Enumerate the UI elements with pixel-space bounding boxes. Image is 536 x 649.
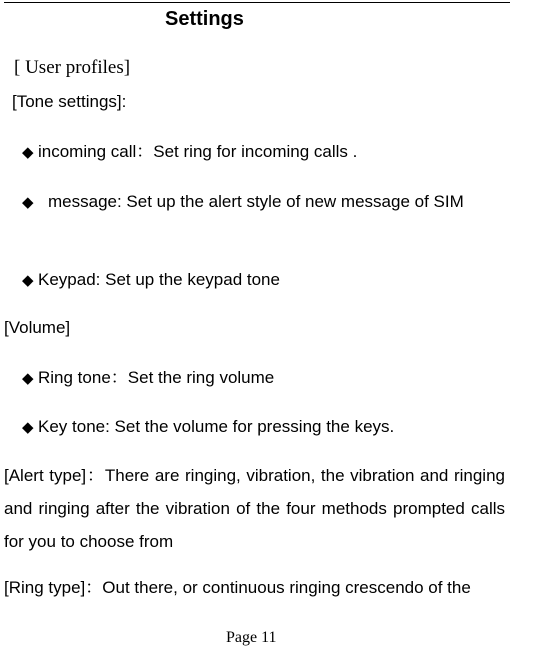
diamond-bullet-icon: ◆ <box>22 144 34 161</box>
bullet-item-keypad <box>22 270 280 291</box>
volume-title: [Volume] <box>4 318 71 337</box>
bullet-item-key-tone <box>22 417 394 438</box>
diamond-bullet-icon: ◆ <box>22 370 34 387</box>
bullet-item-message <box>22 186 505 219</box>
bullet-item-ring-tone <box>22 368 274 389</box>
user-profiles-label: [ User profiles] <box>14 57 131 78</box>
bullet-item-incoming-call <box>22 142 357 163</box>
bullet-text: incoming call：Set ring for incoming calls . <box>38 142 358 161</box>
bullet-text: message: Set up the alert style of new message of SIM <box>48 192 464 211</box>
bullet-text: Keypad: Set up the keypad tone <box>38 270 280 289</box>
ring-type-paragraph: [Ring type]：Out there, or continuous ringing crescendo of the <box>4 578 471 597</box>
page-number: Page 11 <box>226 629 277 646</box>
diamond-bullet-icon: ◆ <box>22 194 34 211</box>
tone-settings-title: [Tone settings]: <box>12 92 127 111</box>
top-rule <box>4 2 510 3</box>
page-heading: Settings <box>165 8 244 30</box>
diamond-bullet-icon: ◆ <box>22 272 34 289</box>
bullet-text: Key tone: Set the volume for pressing the keys. <box>38 417 395 436</box>
alert-type-paragraph: [Alert type]：There are ringing, vibration, the vibration and ringing and ringing after the vibration of the four methods prompted calls for you to choose from <box>4 466 505 551</box>
diamond-bullet-icon: ◆ <box>22 419 34 436</box>
bullet-text: Ring tone：Set the ring volume <box>38 368 275 387</box>
